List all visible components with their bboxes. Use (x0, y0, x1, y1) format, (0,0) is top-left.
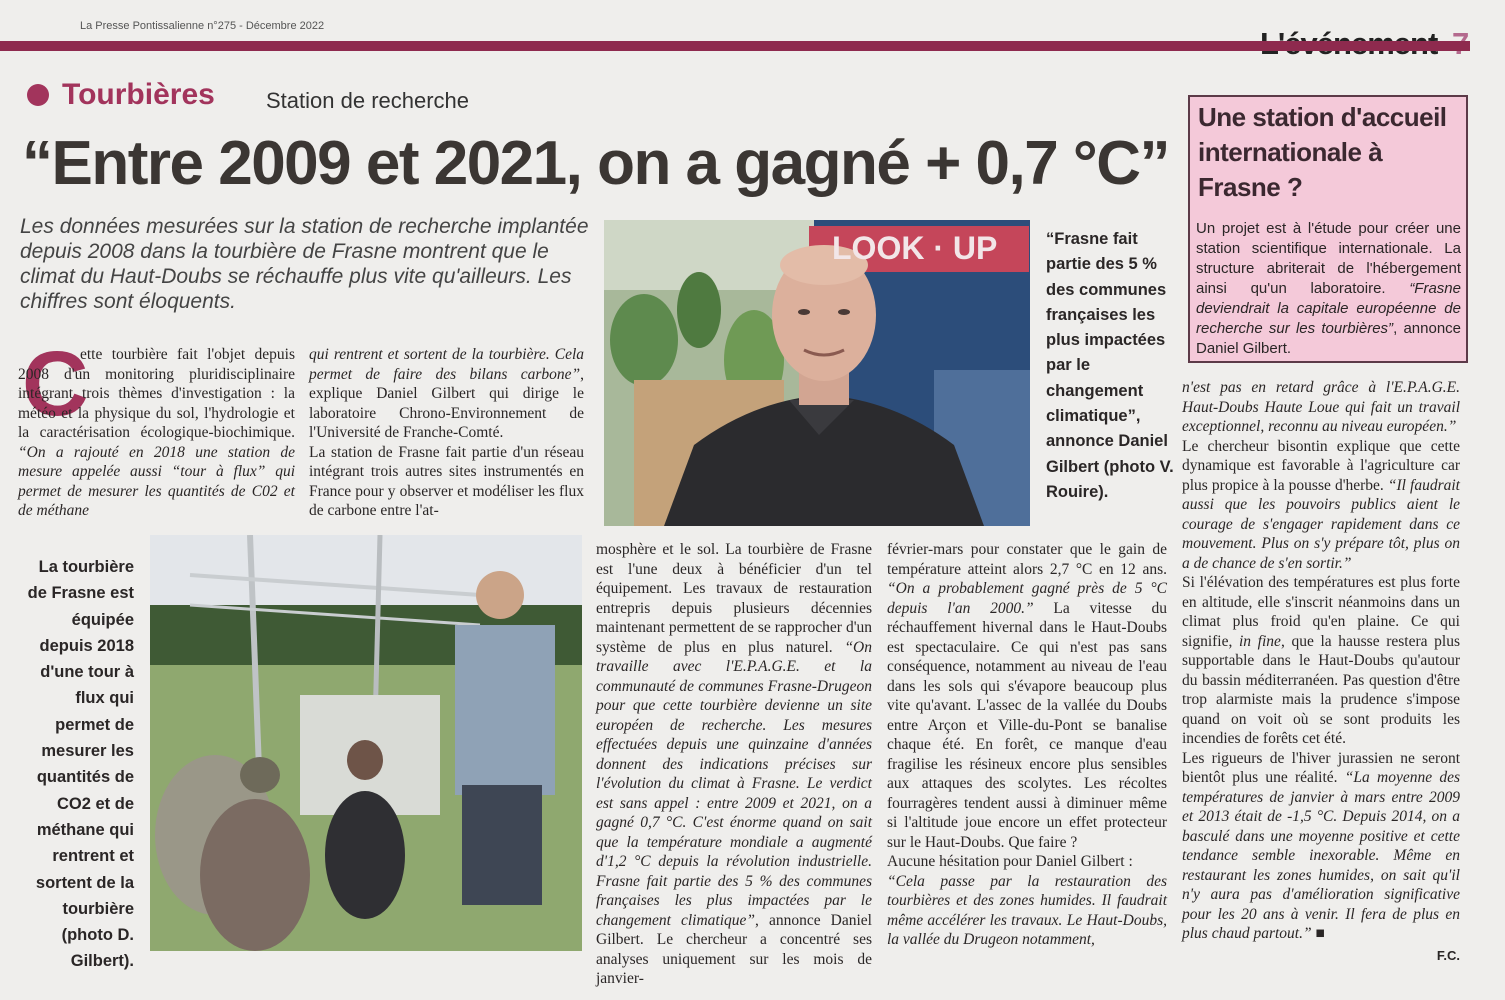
column-5-text-2: Si l'élévation des températures est plus forte en altitude, elle s'inscrit néanmoins dans un climat plus froid qu'en plaine. Ce qui signifie, (1182, 574, 1460, 650)
article-column-5 (1182, 378, 1460, 965)
column-3-text: mosphère et le sol. La tourbière de Frasne est l'une deux à bénéficier d'un tel équipement. Les travaux de restauration entrepris depuis plusieurs décennies maintenant permettent de se rapprocher d'un système de plus en plus naturel. (596, 541, 872, 656)
column-5-quote: n'est pas en retard grâce à l'E.P.A.G.E. Haut-Doubs Haute Loue qui fait un travail exceptionnel, reconnu au niveau européen.” (1182, 379, 1460, 435)
column-5-text-4: Les rigueurs de l'hiver jurassien ne seront bientôt plus une réalité. (1182, 749, 1460, 786)
column-2-paragraph: La station de Frasne fait partie d'un réseau intégrant trois autres sites instrumentés en France pour y observer et modéliser les flux de carbone entre l'at- (309, 443, 584, 519)
portrait-photo (604, 220, 1030, 526)
article-column-3 (596, 540, 872, 989)
photo-sign-text: LOOK · UP (832, 230, 998, 266)
article-column-1 (18, 345, 295, 521)
field-photo (150, 535, 582, 951)
publication-line: La Presse Pontissalienne n°275 - Décembre 2022 (80, 20, 325, 32)
column-5-quote-2: “Il faudrait aussi que les pouvoirs publics aient le courage de s'engager rapidement dans ce mouvement. Plus on s'y prépare tôt, plus on a de chance de s'en sortir.” (1182, 476, 1460, 572)
column-2-quote: qui rentrent et sortent de la tourbière. Cela permet de faire des bilans carbone” (309, 346, 584, 383)
column-5-text-3: , que la hausse restera plus supportable dans le Haut-Doubs qu'autour du bassin méditerranéen. Pas question d'être trop alarmiste mais la prudence s'impose quand on voit où se sont produits les incendies de forêts cet été. (1182, 632, 1460, 747)
column-4-paragraph: Aucune hésitation pour Daniel Gilbert : (887, 853, 1133, 870)
kicker-subtitle: Station de recherche (266, 88, 470, 113)
column-4-text: février-mars pour constater que le gain de température atteint alors 2,7 °C en 12 ans. (887, 541, 1167, 578)
sidebar-body (1196, 219, 1461, 359)
column-2-text: , explique Daniel Gilbert qui dirige le laboratoire Chrono-Environnement de l'Université de Franche-Comté. (309, 365, 584, 441)
kicker-bullet-icon (27, 84, 49, 106)
sidebar-text: Un projet est à l'étude pour créer une station scientifique internationale. La structure abriterait de l'hébergement ainsi qu'un laboratoire. (1196, 220, 1461, 297)
article-signature: F.C. (1436, 947, 1460, 963)
field-photo-art (150, 535, 582, 951)
column-4-text-2: La vitesse du réchauffement hivernal dans le Haut-Doubs est spectaculaire. Ce qui n'est pas sans conséquence, notamment au niveau de l'eau dans les sols qui s'évapore beaucoup plus vite qu'avant. L'assec de la vallée du Doubs entre Arçon et Ville-du-Pont se banalise chaque été. En forêt, ce manque d'eau fragilise les résineux encore plus sensibles aux attaques des scolytes. Les récoltes fourragères tendent aussi à diminuer même si l'altitude joue encore un effet protecteur sur le Haut-Doubs. Que faire ? (887, 599, 1167, 851)
column-5-quote-3: “La moyenne des températures de janvier à mars entre 2009 et 2013 était de -1,5 °C. Depuis 2014, on a basculé dans une moyenne positive et cette tendance semble inexorable. Même en restaurant les zones humides, on sait qu'il n'y aura pas d'amélioration significative pour les 20 ans à venir. Il fera de plus en plus chaud partout.” (1182, 769, 1460, 942)
headline: “Entre 2009 et 2021, on a gagné + 0,7 °C” (22, 129, 1169, 198)
column-3-quote: “On travaille avec l'E.P.A.G.E. et la communauté de communes Frasne-Drugeon pour que cette tourbière devienne un site européen de recherche. Les mesures effectuées depuis une quinzaine d'années donnent des indications précises sur l'évolution du climat à Frasne. Le verdict est sans appel : entre 2009 et 2021, on a gagné 0,7 °C. C'est énorme quand on sait que la température mondiale a augmenté d'1,2 °C depuis la révolution industrielle. Frasne fait partie des 5 % des communes françaises les plus impactées par le changement climatique” (596, 638, 873, 929)
header-rule (0, 41, 1470, 51)
sidebar-attribution: , annonce Daniel Gilbert. (1196, 320, 1461, 357)
column-1-text: ette tourbière fait l'objet depuis 2008 d'un monitoring pluridisciplinaire intégrant trois thèmes d'investigation : la météo et la physique du sol, l'hydrologie et la caractérisation écologique-biochimique. (18, 346, 295, 441)
field-photo-caption: La tourbière de Frasne est équipée depuis 2018 d'une tour à flux qui permet de mesurer les quantités de CO2 et de méthane qui rentrent et sortent de la tourbière (photo D. Gilbert). (27, 558, 134, 971)
lead-paragraph: Les données mesurées sur la station de recherche implantée depuis 2008 dans la tourbière de Frasne montrent que le climat du Haut-Doubs se réchauffe plus vite qu'ailleurs. Les chiffres sont éloquents. (20, 215, 589, 313)
kicker: Tourbières (62, 78, 215, 111)
column-4-quote-2: “Cela passe par la restauration des tourbières et des zones humides. Il faudrait même accélérer les travaux. Le Haut-Doubs, la vallée du Drugeon notamment, (887, 872, 1167, 948)
column-5-italic-phrase: in fine (1239, 632, 1281, 650)
portrait-caption: “Frasne fait partie des 5 % des communes françaises les plus impactées par le changement climatique”, annonce Daniel Gilbert (photo V. Rouire). (1046, 230, 1174, 501)
column-1-quote: “On a rajouté en 2018 une station de mesure appelée aussi “tour à flux” qui permet de mesurer les quantités de C02 et de méthane (18, 443, 295, 519)
drop-cap: C (22, 333, 89, 435)
column-4-quote: “On a probablement gagné près de 5 °C depuis l'an 2000.” (887, 580, 1167, 617)
article-column-2 (309, 345, 584, 521)
column-5-text: Le chercheur bisontin explique que cette dynamique est favorable à l'agriculture car plus propice à la pousse d'herbe. (1182, 437, 1460, 494)
end-mark-icon: ■ (1315, 925, 1325, 942)
sidebar-title: Une station d'accueil internationale à Frasne ? (1198, 102, 1447, 202)
column-3-text-end: , annonce Daniel Gilbert. Le chercheur a concentré ses analyses uniquement sur les mois de janvier- (596, 911, 872, 987)
article-column-4 (887, 540, 1167, 950)
sidebar-quote: “Frasne deviendrait la capitale européenne de recherche sur les tourbières” (1196, 280, 1461, 337)
